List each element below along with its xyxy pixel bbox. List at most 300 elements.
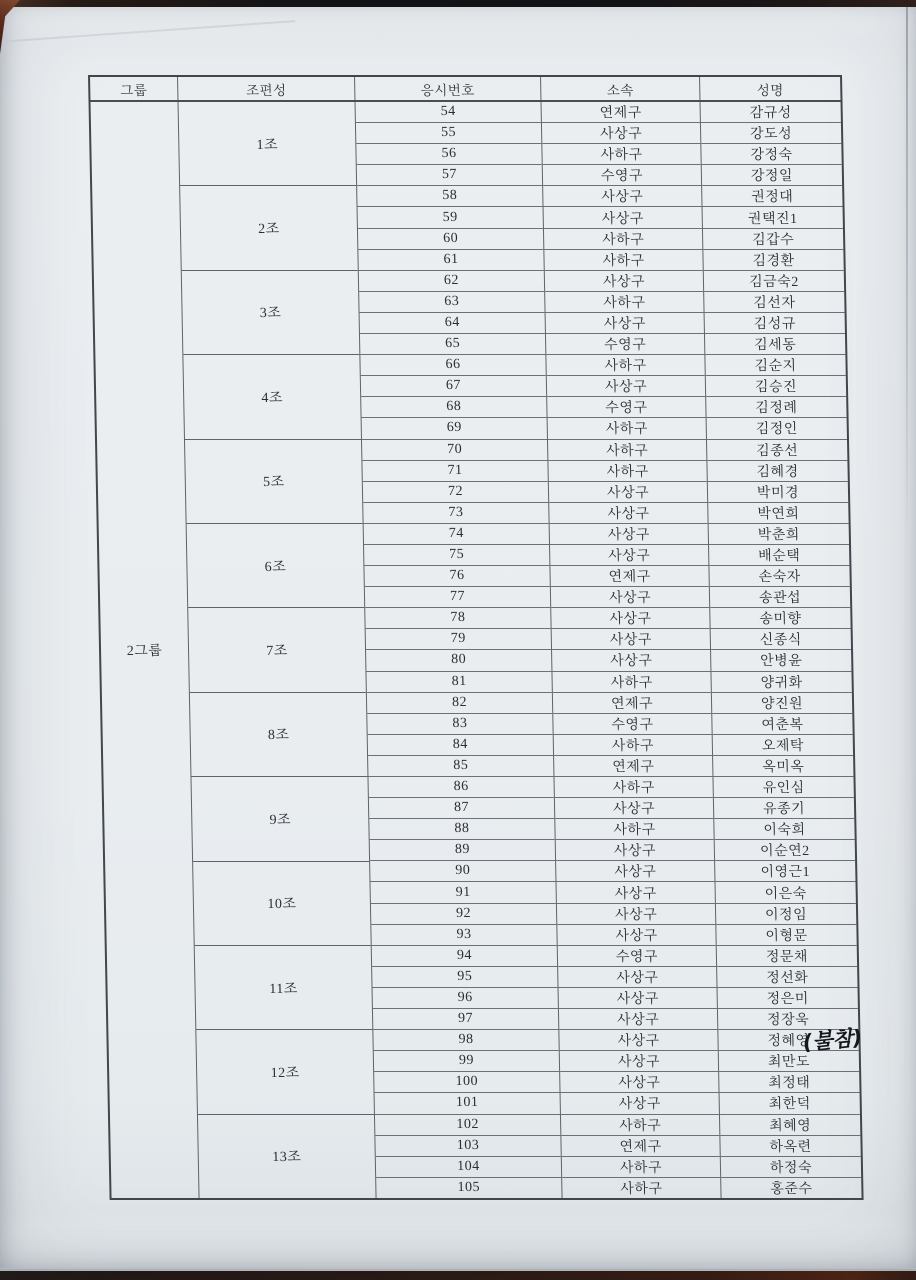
candidate-number: 99	[458, 1053, 475, 1069]
candidate-number: 62	[443, 272, 460, 288]
name-cell	[713, 734, 853, 755]
candidate-number: 54	[440, 104, 456, 120]
affiliation-cell	[561, 1092, 719, 1113]
candidate-name: 정장욱	[766, 1013, 810, 1029]
candidate-number-cell	[374, 1050, 559, 1071]
col-header-affiliation: 소속	[540, 77, 699, 100]
candidate-name: 유인심	[762, 781, 805, 797]
affiliation: 사상구	[617, 1034, 660, 1050]
handwritten-absent-note: (불참)	[801, 1025, 864, 1055]
affiliation-cell	[559, 987, 717, 1008]
team-label: 4조	[261, 390, 284, 406]
affiliation-cell	[547, 375, 705, 396]
affiliation-cell	[544, 206, 702, 227]
candidate-number: 104	[457, 1158, 480, 1174]
affiliation-cell	[553, 692, 711, 713]
candidate-number: 94	[456, 947, 473, 963]
candidate-number: 65	[445, 336, 461, 352]
affiliation-cell	[551, 586, 709, 607]
affiliation-cell	[559, 1029, 717, 1050]
affiliation-cell	[554, 755, 712, 776]
candidate-number: 60	[442, 230, 459, 246]
name-cell	[706, 396, 846, 417]
team-label: 3조	[259, 306, 282, 322]
candidate-name: 양귀화	[760, 675, 803, 691]
name-cell	[705, 333, 845, 354]
affiliation-cell	[550, 523, 708, 544]
affiliation: 사상구	[617, 1055, 661, 1071]
name-cell	[712, 713, 852, 734]
candidate-number-cell	[363, 502, 548, 523]
candidate-name: 홍준수	[770, 1181, 813, 1197]
candidate-number: 98	[458, 1032, 474, 1048]
name-cell	[718, 1025, 864, 1055]
candidate-number: 55	[440, 125, 457, 141]
candidate-number: 71	[447, 462, 463, 478]
name-cell	[701, 102, 841, 122]
affiliation-cell	[556, 860, 714, 881]
candidate-name: 강정일	[750, 169, 794, 185]
candidate-number-cell	[363, 481, 548, 502]
team-cell	[196, 1029, 374, 1113]
candidate-name: 김갑수	[751, 232, 795, 248]
name-column	[700, 102, 862, 1198]
candidate-number: 70	[447, 441, 463, 457]
affiliation-cell	[560, 1050, 718, 1071]
affiliation: 사하구	[600, 148, 643, 164]
team-label: 6조	[264, 559, 287, 575]
team-cell	[193, 861, 371, 945]
candidate-number-cell	[364, 544, 549, 565]
candidate-name: 이영근1	[760, 865, 811, 881]
table-header-row	[90, 77, 840, 102]
team-label: 8조	[267, 728, 290, 744]
candidate-number-cell	[370, 881, 555, 902]
name-cell	[717, 945, 857, 966]
affiliation: 연제구	[612, 759, 655, 775]
candidate-number: 67	[445, 378, 462, 394]
affiliation: 사상구	[616, 1013, 660, 1029]
candidate-number: 100	[455, 1074, 479, 1090]
affiliation-cell	[549, 481, 707, 502]
affiliation-cell	[549, 502, 707, 523]
name-cell	[703, 206, 843, 227]
candidate-number-cell	[357, 164, 542, 185]
candidate-number-cell	[373, 1008, 558, 1029]
affiliation-cell	[556, 881, 714, 902]
affiliation: 연제구	[619, 1139, 662, 1155]
candidate-number-cell	[367, 713, 552, 734]
affiliation-cell	[542, 143, 700, 164]
name-cell	[712, 692, 852, 713]
affiliation-cell	[542, 102, 700, 122]
col-header-team: 조편성	[177, 77, 354, 100]
affiliation-cell	[561, 1114, 719, 1135]
candidate-number-cell	[356, 143, 541, 164]
team-label: 11조	[269, 981, 298, 997]
affiliation-cell	[543, 164, 701, 185]
candidate-number-cell	[375, 1092, 560, 1113]
affiliation-cell	[561, 1135, 719, 1156]
paper-right-edge	[906, 7, 908, 547]
team-cell	[191, 776, 369, 860]
candidate-name: 이정임	[764, 907, 808, 923]
affiliation-cell	[560, 1071, 718, 1092]
candidate-name: 오제탁	[761, 738, 805, 754]
team-label: 9조	[269, 812, 292, 828]
name-cell	[707, 439, 847, 460]
candidate-number: 96	[457, 989, 473, 1005]
name-cell	[703, 249, 843, 270]
affiliation: 사상구	[614, 865, 657, 881]
affiliation: 사상구	[607, 527, 651, 543]
candidate-number-cell	[367, 692, 552, 713]
col-header-number: 응시번호	[354, 77, 540, 100]
candidate-number-cell	[376, 1177, 561, 1198]
candidate-number: 69	[446, 420, 462, 436]
affiliation: 수영구	[600, 169, 644, 185]
affiliation: 사상구	[608, 591, 652, 607]
candidate-name: 최만도	[767, 1055, 811, 1071]
affiliation: 사상구	[601, 211, 644, 227]
candidate-number-cell	[365, 586, 550, 607]
name-cell	[704, 291, 844, 312]
candidate-name: 송미향	[759, 612, 802, 628]
affiliation: 사하구	[611, 738, 655, 754]
team-cell	[195, 945, 373, 1029]
name-cell	[713, 755, 853, 776]
candidate-number: 57	[441, 167, 458, 183]
candidate-number-cell	[369, 797, 554, 818]
candidate-number-cell	[358, 206, 543, 227]
candidate-name: 박미경	[756, 485, 800, 501]
candidate-name: 여춘복	[761, 717, 804, 733]
col-header-name: 성명	[699, 77, 840, 100]
candidate-name: 강정숙	[750, 148, 793, 164]
candidate-name: 김세동	[754, 338, 797, 354]
affiliation-cell	[545, 291, 703, 312]
team-label: 12조	[270, 1065, 300, 1081]
candidate-number-cell	[375, 1114, 560, 1135]
affiliation-cell	[554, 734, 712, 755]
affiliation: 사하구	[618, 1118, 662, 1134]
candidate-name: 안병윤	[760, 654, 803, 670]
name-cell	[702, 185, 842, 206]
affiliation: 수영구	[605, 401, 648, 417]
candidate-number: 88	[454, 821, 470, 837]
candidate-number-cell	[356, 102, 541, 122]
affiliation-column	[541, 102, 721, 1198]
team-label: 2조	[258, 222, 280, 238]
team-cell	[182, 270, 360, 354]
candidate-name: 김순지	[754, 359, 797, 375]
candidate-number: 105	[457, 1179, 481, 1195]
candidate-number: 85	[453, 757, 469, 773]
name-cell	[705, 312, 845, 333]
candidate-name: 김승진	[754, 380, 798, 396]
candidate-name: 김정례	[755, 401, 798, 417]
candidate-number: 90	[455, 863, 471, 879]
candidate-number-cell	[375, 1135, 560, 1156]
candidate-name: 강도성	[749, 127, 793, 143]
name-cell	[715, 860, 855, 881]
affiliation: 사상구	[610, 654, 653, 670]
name-cell	[703, 228, 843, 249]
affiliation-cell	[546, 312, 704, 333]
candidate-number-cell	[356, 122, 541, 143]
candidate-number: 102	[456, 1116, 480, 1132]
under-sheet-edge	[0, 20, 295, 43]
candidate-number: 77	[449, 589, 466, 605]
name-cell	[706, 375, 846, 396]
candidate-number-cell	[374, 1071, 559, 1092]
name-cell	[720, 1092, 860, 1113]
affiliation: 사상구	[609, 633, 653, 649]
candidate-number-cell	[359, 291, 544, 312]
name-cell	[720, 1114, 860, 1135]
name-cell	[709, 523, 849, 544]
candidate-number: 101	[455, 1095, 479, 1111]
affiliation-cell	[548, 417, 706, 438]
affiliation-cell	[559, 1008, 717, 1029]
affiliation-cell	[548, 460, 706, 481]
candidate-number-cell	[360, 312, 545, 333]
name-cell	[717, 966, 857, 987]
candidate-number: 97	[457, 1011, 474, 1027]
candidate-number: 86	[453, 779, 469, 795]
candidate-name: 이형문	[765, 928, 808, 944]
affiliation: 수영구	[611, 717, 654, 733]
candidate-number: 76	[449, 568, 465, 584]
candidate-number: 82	[451, 694, 468, 710]
candidate-number-cell	[372, 966, 557, 987]
team-label: 10조	[267, 897, 297, 913]
candidate-name: 김종선	[756, 443, 799, 459]
affiliation: 사상구	[607, 506, 650, 522]
name-cell	[721, 1177, 861, 1198]
candidate-number-cell	[360, 333, 545, 354]
candidate-number: 75	[449, 547, 465, 563]
name-cell	[701, 143, 841, 164]
candidate-name: 김금숙2	[749, 274, 799, 290]
name-cell	[711, 628, 851, 649]
candidate-name: 권정대	[751, 190, 794, 206]
affiliation-cell	[548, 439, 706, 460]
candidate-number-cell	[364, 523, 549, 544]
candidate-name: 유종기	[762, 802, 806, 818]
name-cell	[715, 881, 855, 902]
name-cell	[714, 818, 854, 839]
affiliation-cell	[551, 607, 709, 628]
affiliation: 사상구	[613, 844, 657, 860]
affiliation-cell	[543, 185, 701, 206]
candidate-name: 정선화	[766, 970, 809, 986]
affiliation: 연제구	[608, 570, 651, 586]
candidate-number-cell	[366, 628, 551, 649]
candidate-number: 56	[441, 146, 457, 162]
name-cell	[705, 354, 845, 375]
candidate-number-cell	[361, 375, 546, 396]
name-cell	[720, 1135, 860, 1156]
candidate-number: 58	[442, 188, 458, 204]
team-label: 13조	[272, 1150, 302, 1166]
name-cell	[707, 417, 847, 438]
candidate-number-cell	[373, 987, 558, 1008]
name-cell	[701, 122, 841, 143]
affiliation: 사상구	[602, 274, 646, 290]
candidate-number-cell	[370, 860, 555, 881]
candidate-number: 80	[451, 652, 467, 668]
affiliation-cell	[552, 649, 710, 670]
candidate-name: 최혜영	[768, 1118, 812, 1134]
candidate-number-cell	[369, 818, 554, 839]
affiliation-cell	[550, 565, 708, 586]
candidate-name: 박연희	[757, 506, 800, 522]
affiliation-cell	[557, 924, 715, 945]
affiliation: 사하구	[610, 675, 653, 691]
affiliation-cell	[542, 122, 700, 143]
name-cell	[711, 649, 851, 670]
candidate-number: 89	[454, 842, 471, 858]
name-cell	[716, 924, 856, 945]
candidate-name: 이순연2	[759, 844, 810, 860]
name-cell	[707, 460, 847, 481]
candidate-number: 72	[447, 483, 464, 499]
candidate-number-cell	[371, 903, 556, 924]
affiliation-cell	[552, 628, 710, 649]
desk-surface-top	[0, 0, 916, 7]
candidate-name: 정문채	[765, 949, 809, 965]
affiliation-cell	[552, 671, 710, 692]
affiliation: 사하구	[602, 253, 645, 269]
name-cell	[711, 671, 851, 692]
name-cell	[716, 903, 856, 924]
candidate-name: 이은숙	[764, 886, 807, 902]
team-cell	[198, 1114, 376, 1198]
candidate-number: 81	[451, 673, 467, 689]
name-cell	[713, 776, 853, 797]
candidate-name: 양진원	[760, 696, 804, 712]
candidate-number-cell	[371, 924, 556, 945]
affiliation: 사상구	[616, 970, 659, 986]
candidate-number-cell	[376, 1156, 561, 1177]
affiliation: 사상구	[616, 991, 659, 1007]
candidate-number: 73	[448, 504, 464, 520]
candidate-name: 최한덕	[768, 1097, 811, 1113]
candidate-number: 91	[455, 884, 471, 900]
candidate-number: 74	[448, 525, 464, 541]
candidate-number: 66	[445, 357, 461, 373]
name-cell	[709, 544, 849, 565]
team-label: 7조	[266, 644, 288, 660]
team-cell	[179, 102, 357, 185]
candidate-number-cell	[357, 185, 542, 206]
affiliation: 사하구	[601, 232, 645, 248]
candidate-number-cell	[364, 565, 549, 586]
affiliation: 사상구	[608, 549, 651, 565]
affiliation: 사상구	[618, 1097, 661, 1113]
candidate-number: 103	[456, 1137, 480, 1153]
candidate-number-cell	[368, 776, 553, 797]
affiliation: 사상구	[606, 485, 650, 501]
name-cell	[719, 1071, 859, 1092]
candidate-number-cell	[362, 439, 547, 460]
candidate-name: 김성규	[753, 316, 796, 332]
name-cell	[710, 607, 850, 628]
candidate-number: 83	[452, 715, 468, 731]
affiliation: 사하구	[606, 443, 649, 459]
team-cell	[180, 185, 358, 269]
candidate-number-column	[355, 102, 562, 1198]
affiliation-cell	[562, 1177, 720, 1198]
affiliation-cell	[554, 776, 712, 797]
candidate-name: 김경환	[752, 253, 795, 269]
team-cell	[188, 607, 366, 691]
candidate-name: 권택진1	[747, 211, 798, 227]
affiliation-cell	[544, 249, 702, 270]
candidate-number-cell	[358, 228, 543, 249]
team-label: 1조	[256, 137, 279, 153]
affiliation: 사하구	[606, 464, 649, 480]
affiliation-cell	[555, 797, 713, 818]
affiliation: 사상구	[612, 802, 656, 818]
affiliation: 사상구	[609, 612, 652, 628]
desk-surface-bottom	[0, 1271, 916, 1280]
candidate-name: 옥미옥	[762, 759, 805, 775]
candidate-name: 배순택	[758, 549, 801, 565]
team-cell	[190, 692, 368, 776]
candidate-number-cell	[362, 417, 547, 438]
candidate-number: 84	[452, 736, 468, 752]
affiliation: 사상구	[618, 1076, 661, 1092]
affiliation: 사하구	[613, 823, 656, 839]
affiliation: 사하구	[612, 781, 655, 797]
candidate-number-cell	[362, 460, 547, 481]
candidate-number: 79	[450, 631, 466, 647]
candidate-name: 김선자	[753, 295, 796, 311]
candidate-name: 손숙자	[758, 570, 801, 586]
candidate-number-cell	[366, 671, 551, 692]
candidate-number: 87	[453, 800, 470, 816]
group-label: 2그룹	[126, 644, 163, 659]
candidate-number: 95	[457, 968, 473, 984]
candidate-number-cell	[366, 649, 551, 670]
candidate-name: 김혜경	[756, 464, 799, 480]
name-cell	[710, 586, 850, 607]
candidate-number: 64	[444, 314, 460, 330]
candidate-name: 신종식	[759, 633, 803, 649]
team-label: 5조	[262, 475, 285, 491]
candidate-number: 61	[443, 251, 459, 267]
affiliation: 사상구	[604, 380, 648, 396]
candidate-name: 김정인	[755, 422, 798, 438]
candidate-name: 하옥련	[769, 1139, 812, 1155]
candidate-name: 정혜영	[767, 1034, 810, 1050]
affiliation-cell	[558, 945, 716, 966]
name-cell	[718, 987, 858, 1008]
candidate-number-cell	[372, 945, 557, 966]
team-cell	[185, 439, 363, 523]
affiliation-cell	[558, 966, 716, 987]
affiliation: 사상구	[599, 127, 643, 143]
affiliation: 사하구	[604, 359, 647, 375]
roster-table	[88, 75, 864, 1200]
affiliation: 사하구	[603, 295, 646, 311]
affiliation-cell	[545, 270, 703, 291]
affiliation: 사하구	[620, 1181, 663, 1197]
affiliation: 연제구	[610, 696, 654, 712]
affiliation: 사하구	[619, 1160, 663, 1176]
